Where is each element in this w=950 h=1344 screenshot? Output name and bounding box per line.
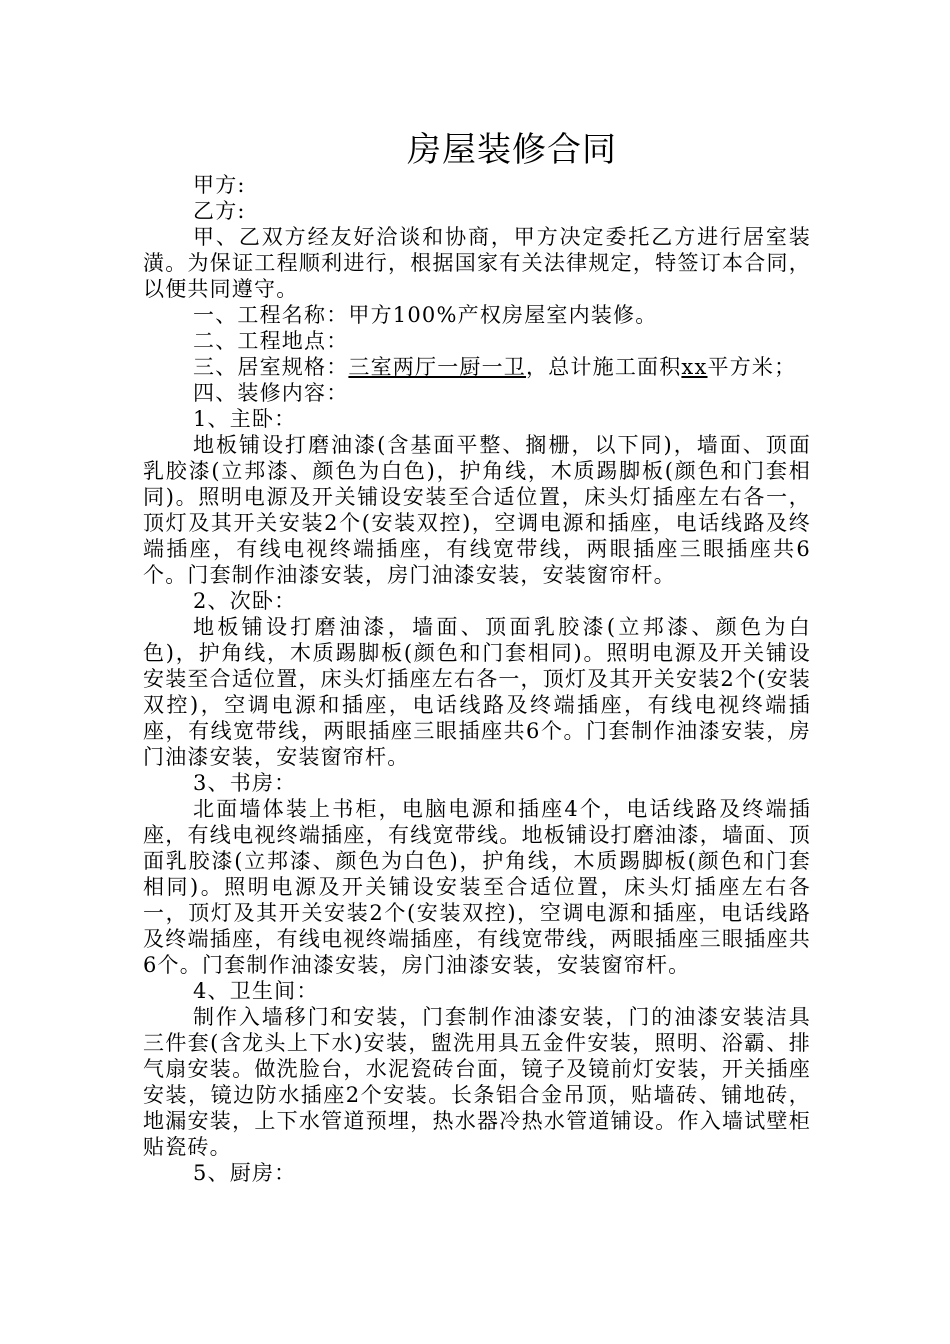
section-master-bedroom-heading: 1、主卧： <box>193 407 297 431</box>
document-title: 房屋装修合同 <box>407 130 617 170</box>
room-spec-prefix: 三、居室规格： <box>193 355 349 379</box>
room-spec-area: xx <box>681 355 708 379</box>
item-project-location: 二、工程地点： <box>193 329 349 353</box>
section-study-text: 北面墙体装上书柜，电脑电源和插座4个，电话线路及终端插座，有线电视终端插座，有线宽带线。地板铺设打磨油漆，墙面、顶面乳胶漆(立邦漆、颜色为白色)，护角线，木质踢脚板(颜色和门套相同)。照明电源及开关铺设安装至合适位置，床头灯插座左右各一，顶灯及其开关安装2个(安装双控)，空调电源和插座，电话线路及终端插座，有线电视终端插座，有线宽带线，两眼插座三眼插座共6个。门套制作油漆安装，房门油漆安装，安装窗帘杆。 <box>143 797 811 977</box>
item-room-spec <box>143 354 811 380</box>
document-body <box>143 172 811 1186</box>
intro-paragraph: 甲、乙双方经友好洽谈和协商，甲方决定委托乙方进行居室装潢。为保证工程顺利进行，根据国家有关法律规定，特签订本合同，以便共同遵守。 <box>143 225 811 301</box>
party-a-line: 甲方: <box>193 173 246 197</box>
section-master-bedroom-text: 地板铺设打磨油漆(含基面平整、搁栅，以下同)，墙面、顶面乳胶漆(立邦漆、颜色为白色)，护角线，木质踢脚板(颜色和门套相同)。照明电源及开关铺设安装至合适位置，床头灯插座左右各一，顶灯及其开关安装2个(安装双控)，空调电源和插座，电话线路及终端插座，有线电视终端插座，有线宽带线，两眼插座三眼插座共6个。门套制作油漆安装，房门油漆安装，安装窗帘杆。 <box>143 433 811 587</box>
section-bathroom-text: 制作入墙移门和安装，门套制作油漆安装，门的油漆安装洁具三件套(含龙头上下水)安装，盥洗用具五金件安装，照明、浴霸、排气扇安装。做洗脸台，水泥瓷砖台面，镜子及镜前灯安装，开关插座安装，镜边防水插座2个安装。长条铝合金吊顶，贴墙砖、铺地砖，地漏安装，上下水管道预埋，热水器冷热水管道铺设。作入墙试壁柜贴瓷砖。 <box>143 1005 811 1159</box>
room-spec-mid: ，总计施工面积 <box>526 355 682 379</box>
section-second-bedroom-heading: 2、次卧： <box>193 589 297 613</box>
section-second-bedroom-text: 地板铺设打磨油漆，墙面、顶面乳胶漆(立邦漆、颜色为白色)，护角线，木质踢脚板(颜色和门套相同)。照明电源及开关铺设安装至合适位置，床头灯插座左右各一，顶灯及其开关安装2个(安装双控)，空调电源和插座，电话线路及终端插座，有线电视终端插座，有线宽带线，两眼插座三眼插座共6个。门套制作油漆安装，房门油漆安装，安装窗帘杆。 <box>143 615 811 769</box>
section-bathroom-heading: 4、卫生间： <box>193 979 319 1003</box>
party-b-line: 乙方: <box>193 199 246 223</box>
item-renovation-content: 四、装修内容： <box>193 381 349 405</box>
section-kitchen-heading: 5、厨房： <box>193 1161 297 1185</box>
section-study-heading: 3、书房： <box>193 771 297 795</box>
item-project-name: 一、工程名称：甲方100%产权房屋室内装修。 <box>193 303 658 327</box>
room-spec-suffix: 平方米； <box>707 355 797 379</box>
room-spec-rooms: 三室两厅一厨一卫 <box>348 355 527 379</box>
